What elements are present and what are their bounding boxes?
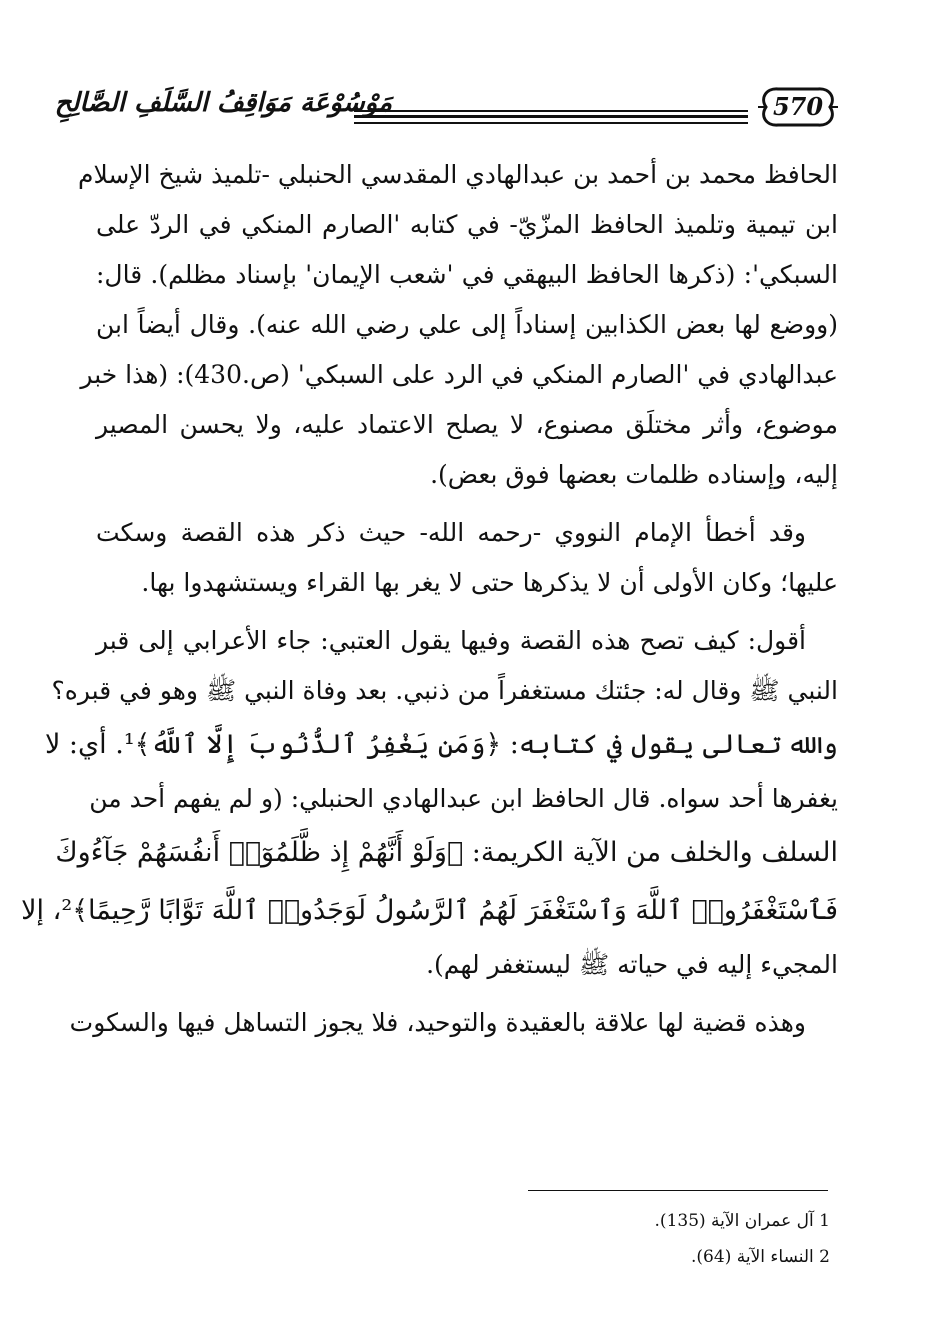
- text-line: فَٱسْتَغْفَرُوا۟ ٱللَّهَ وَٱسْتَغْفَرَ لَهُمُ ٱلرَّسُولُ لَوَجَدُوا۟ ٱللَّهَ تَوَّابًا رَّحِيمًا﴾²، إلا: [21, 895, 838, 926]
- text-line: السلف والخلف من الآية الكريمة: ﴿وَلَوْ أَنَّهُمْ إِذ ظَّلَمُوٓا۟ أَنفُسَهُمْ جَآءُوكَ: [55, 837, 838, 868]
- page-number-badge: [756, 84, 840, 130]
- text-line: عبدالهادي في 'الصارم المنكي في الرد على السبكي' (ص.430): (هذا خبر: [80, 360, 838, 389]
- footnote: 2 النساء الآية (64).: [691, 1247, 830, 1267]
- text-line: الحافظ محمد بن أحمد بن عبدالهادي المقدسي الحنبلي -تلميذ شيخ الإسلام: [78, 160, 838, 189]
- text-line: أقول: كيف تصح هذه القصة وفيها يقول العتبي: جاء الأعرابي إلى قبر: [96, 626, 806, 655]
- footnote-rule: [528, 1190, 828, 1191]
- header-rule: [354, 115, 748, 118]
- text-line: وقد أخطأ الإمام النووي -رحمه الله- حيث ذكر هذه القصة وسكت: [96, 518, 806, 547]
- book-title: مَوْسُوْعَة مَوَاقِفُ السَّلَفِ الصَّالِحِ: [54, 88, 392, 118]
- header-rule: [354, 122, 748, 124]
- footnote: 1 آل عمران الآية (135).: [654, 1211, 830, 1231]
- page-header: [54, 82, 840, 140]
- text-line: النبي ﷺ وقال له: جئتك مستغفراً من ذنبي. بعد وفاة النبي ﷺ وهو في قبره؟: [51, 676, 838, 705]
- text-line: ابن تيمية وتلميذ الحافظ المزّيّ- في كتابه 'الصارم المنكي في الردّ على: [96, 210, 838, 239]
- text-line: إليه، وإسناده ظلمات بعضها فوق بعض).: [430, 460, 838, 489]
- header-rule: [354, 110, 748, 112]
- footnotes: [500, 1203, 830, 1275]
- page-number: 570: [772, 92, 824, 121]
- text-line: يغفرها أحد سواه. قال الحافظ ابن عبدالهادي الحنبلي: (و لم يفهم أحد من: [89, 784, 838, 813]
- text-line: والله تعالى يقول في كتابه: ﴿وَمَن يَغْفِرُ ٱلذُّنُوبَ إِلَّا ٱللَّهُ﴾¹. أي: لا: [44, 729, 838, 760]
- text-line: وهذه قضية لها علاقة بالعقيدة والتوحيد، فلا يجوز التساهل فيها والسكوت: [69, 1008, 806, 1037]
- text-line: عليها؛ وكان الأولى أن لا يذكرها حتى لا يغر بها القراء ويستشهدوا بها.: [141, 568, 838, 597]
- body-text: [21, 150, 838, 1048]
- text-line: (ووضع لها بعض الكذابين إسناداً إلى علي رضي الله عنه). وقال أيضاً ابن: [96, 310, 838, 339]
- text-line: السبكي': (ذكرها الحافظ البيهقي في 'شعب الإيمان' بإسناد مظلم). قال:: [96, 260, 838, 289]
- text-line: موضوع، وأثر مختلَق مصنوع، لا يصلح الاعتماد عليه، ولا يحسن المصير: [96, 410, 838, 439]
- text-line: المجيء إليه في حياته ﷺ ليستغفر لهم).: [426, 950, 838, 979]
